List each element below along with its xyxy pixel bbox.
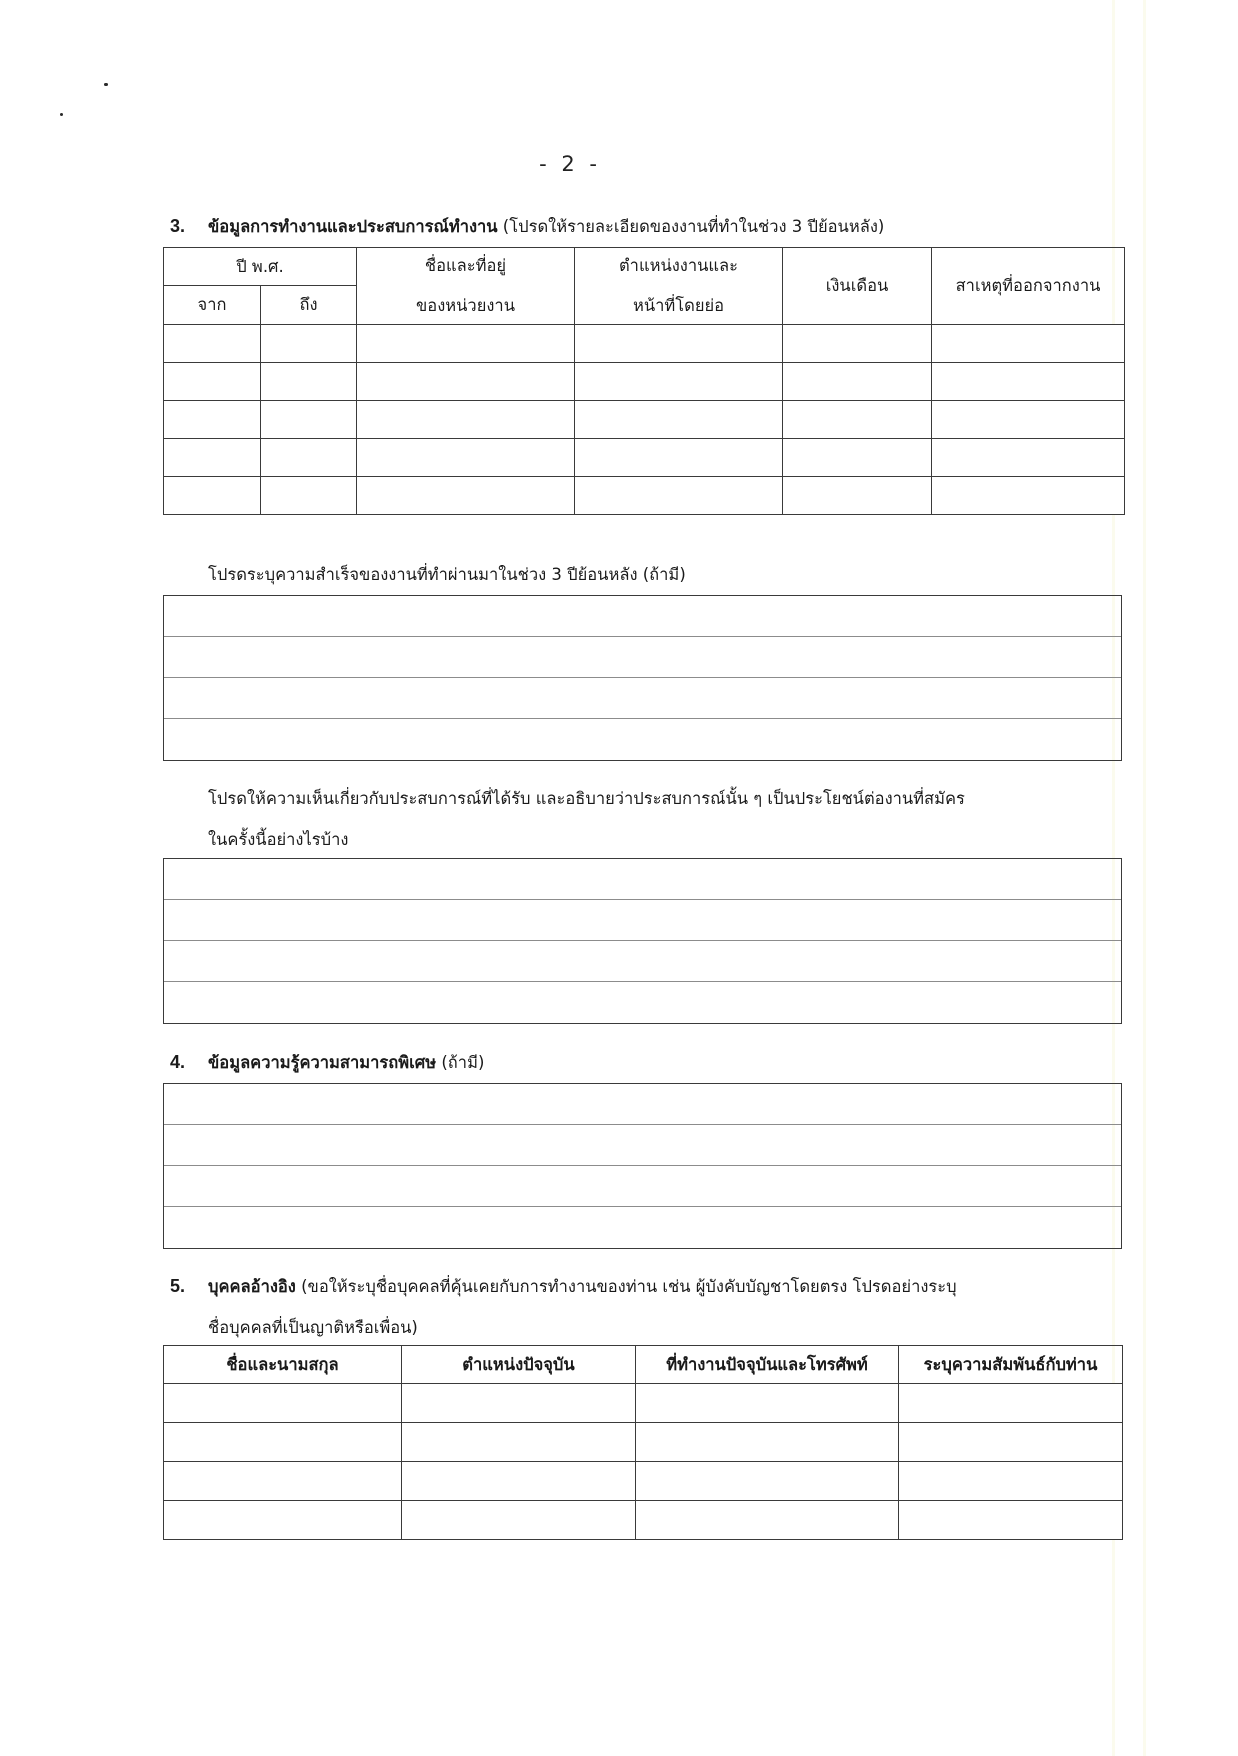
header-leave-reason: สาเหตุที่ออกจากงาน <box>932 248 1125 325</box>
table-row <box>164 477 1125 515</box>
header-position-line2: หน้าที่โดยย่อ <box>632 296 725 315</box>
cell-position[interactable] <box>575 325 783 363</box>
table-row <box>164 439 1125 477</box>
cell-position[interactable] <box>402 1384 636 1423</box>
write-line[interactable] <box>164 941 1121 982</box>
achievements-prompt: โปรดระบุความสำเร็จของงานที่ทำผ่านมาในช่วง 3 ปีย้อนหลัง (ถ้ามี) <box>208 565 686 584</box>
cell-name[interactable] <box>164 1384 402 1423</box>
cell-name[interactable] <box>164 1423 402 1462</box>
experience-prompt-line2: ในครั้งนี้อย่างไรบ้าง <box>208 830 349 849</box>
write-line[interactable] <box>164 1125 1121 1166</box>
scan-edge-mark <box>1143 0 1146 1756</box>
table-row <box>164 1501 1123 1540</box>
cell-org[interactable] <box>357 439 575 477</box>
cell-workplace[interactable] <box>636 1384 899 1423</box>
header-organization <box>357 248 575 325</box>
header-ref-position: ตำแหน่งปัจจุบัน <box>402 1346 636 1384</box>
write-line[interactable] <box>164 1207 1121 1248</box>
cell-reason[interactable] <box>932 363 1125 401</box>
write-line[interactable] <box>164 1084 1121 1125</box>
write-line[interactable] <box>164 637 1121 678</box>
section-number: 5. <box>170 1276 186 1296</box>
header-year: ปี พ.ศ. <box>164 248 357 286</box>
table-row <box>164 1384 1123 1423</box>
cell-salary[interactable] <box>783 325 932 363</box>
table-row <box>164 1462 1123 1501</box>
cell-from[interactable] <box>164 325 261 363</box>
cell-relationship[interactable] <box>899 1384 1123 1423</box>
header-year-from: จาก <box>164 286 261 325</box>
cell-reason[interactable] <box>932 325 1125 363</box>
cell-to[interactable] <box>261 363 357 401</box>
table-header-row <box>164 248 1125 286</box>
cell-position[interactable] <box>575 439 783 477</box>
header-organization-line1: ชื่อและที่อยู่ <box>424 256 507 275</box>
table-row <box>164 325 1125 363</box>
cell-position[interactable] <box>575 401 783 439</box>
scan-speck <box>60 113 63 116</box>
write-line[interactable] <box>164 982 1121 1023</box>
cell-to[interactable] <box>261 401 357 439</box>
header-ref-name: ชื่อและนามสกุล <box>164 1346 402 1384</box>
cell-from[interactable] <box>164 477 261 515</box>
section-title: ข้อมูลความรู้ความสามารถพิเศษ <box>208 1053 437 1072</box>
section-title: ข้อมูลการทำงานและประสบการณ์ทำงาน <box>208 217 498 236</box>
section-note-continued: ชื่อบุคคลที่เป็นญาติหรือเพื่อน) <box>208 1318 418 1337</box>
section-note: (ถ้ามี) <box>436 1053 485 1072</box>
cell-org[interactable] <box>357 363 575 401</box>
write-line[interactable] <box>164 719 1121 760</box>
cell-workplace[interactable] <box>636 1462 899 1501</box>
experience-prompt <box>208 787 965 852</box>
section-number: 3. <box>170 216 186 236</box>
cell-position[interactable] <box>402 1501 636 1540</box>
section-title: บุคคลอ้างอิง <box>208 1277 296 1296</box>
cell-to[interactable] <box>261 439 357 477</box>
cell-to[interactable] <box>261 477 357 515</box>
cell-org[interactable] <box>357 477 575 515</box>
header-position-line1: ตำแหน่งงานและ <box>618 256 739 275</box>
cell-org[interactable] <box>357 401 575 439</box>
special-skills-box[interactable] <box>163 1083 1122 1249</box>
cell-workplace[interactable] <box>636 1501 899 1540</box>
table-row <box>164 1423 1123 1462</box>
section-number: 4. <box>170 1052 186 1072</box>
header-year-to: ถึง <box>261 286 357 325</box>
work-history-table <box>163 247 1125 515</box>
cell-name[interactable] <box>164 1462 402 1501</box>
section-3-heading <box>170 214 884 239</box>
experience-prompt-line1: โปรดให้ความเห็นเกี่ยวกับประสบการณ์ที่ได้รับ และอธิบายว่าประสบการณ์นั้น ๆ เป็นประโยชน์ต่องานที่สมัคร <box>208 789 965 808</box>
cell-relationship[interactable] <box>899 1462 1123 1501</box>
scan-speck <box>104 83 108 86</box>
achievements-box[interactable] <box>163 595 1122 761</box>
cell-org[interactable] <box>357 325 575 363</box>
cell-position[interactable] <box>402 1423 636 1462</box>
write-line[interactable] <box>164 596 1121 637</box>
cell-from[interactable] <box>164 363 261 401</box>
header-ref-workplace: ที่ทำงานปัจจุบันและโทรศัพท์ <box>636 1346 899 1384</box>
cell-salary[interactable] <box>783 477 932 515</box>
cell-name[interactable] <box>164 1501 402 1540</box>
section-5-heading <box>170 1274 957 1340</box>
cell-to[interactable] <box>261 325 357 363</box>
cell-relationship[interactable] <box>899 1501 1123 1540</box>
header-organization-line2: ของหน่วยงาน <box>416 296 515 315</box>
header-ref-relationship: ระบุความสัมพันธ์กับท่าน <box>899 1346 1123 1384</box>
cell-salary[interactable] <box>783 363 932 401</box>
cell-salary[interactable] <box>783 439 932 477</box>
cell-position[interactable] <box>575 363 783 401</box>
cell-workplace[interactable] <box>636 1423 899 1462</box>
cell-relationship[interactable] <box>899 1423 1123 1462</box>
write-line[interactable] <box>164 678 1121 719</box>
header-salary: เงินเดือน <box>783 248 932 325</box>
section-4-heading <box>170 1050 484 1075</box>
cell-reason[interactable] <box>932 439 1125 477</box>
experience-box[interactable] <box>163 858 1122 1024</box>
section-note: (ขอให้ระบุชื่อบุคคลที่คุ้นเคยกับการทำงานของท่าน เช่น ผู้บังคับบัญชาโดยตรง โปรดอย่างระบุ <box>295 1277 957 1296</box>
cell-from[interactable] <box>164 401 261 439</box>
page-number: - 2 - <box>539 152 601 176</box>
write-line[interactable] <box>164 859 1121 900</box>
references-table <box>163 1345 1123 1540</box>
write-line[interactable] <box>164 900 1121 941</box>
cell-position[interactable] <box>402 1462 636 1501</box>
write-line[interactable] <box>164 1166 1121 1207</box>
table-row <box>164 363 1125 401</box>
cell-reason[interactable] <box>932 401 1125 439</box>
header-position <box>575 248 783 325</box>
table-header-row <box>164 1346 1123 1384</box>
cell-reason[interactable] <box>932 477 1125 515</box>
cell-from[interactable] <box>164 439 261 477</box>
cell-position[interactable] <box>575 477 783 515</box>
section-note: (โปรดให้รายละเอียดของงานที่ทำในช่วง 3 ปีย้อนหลัง) <box>497 217 885 236</box>
table-row <box>164 401 1125 439</box>
cell-salary[interactable] <box>783 401 932 439</box>
